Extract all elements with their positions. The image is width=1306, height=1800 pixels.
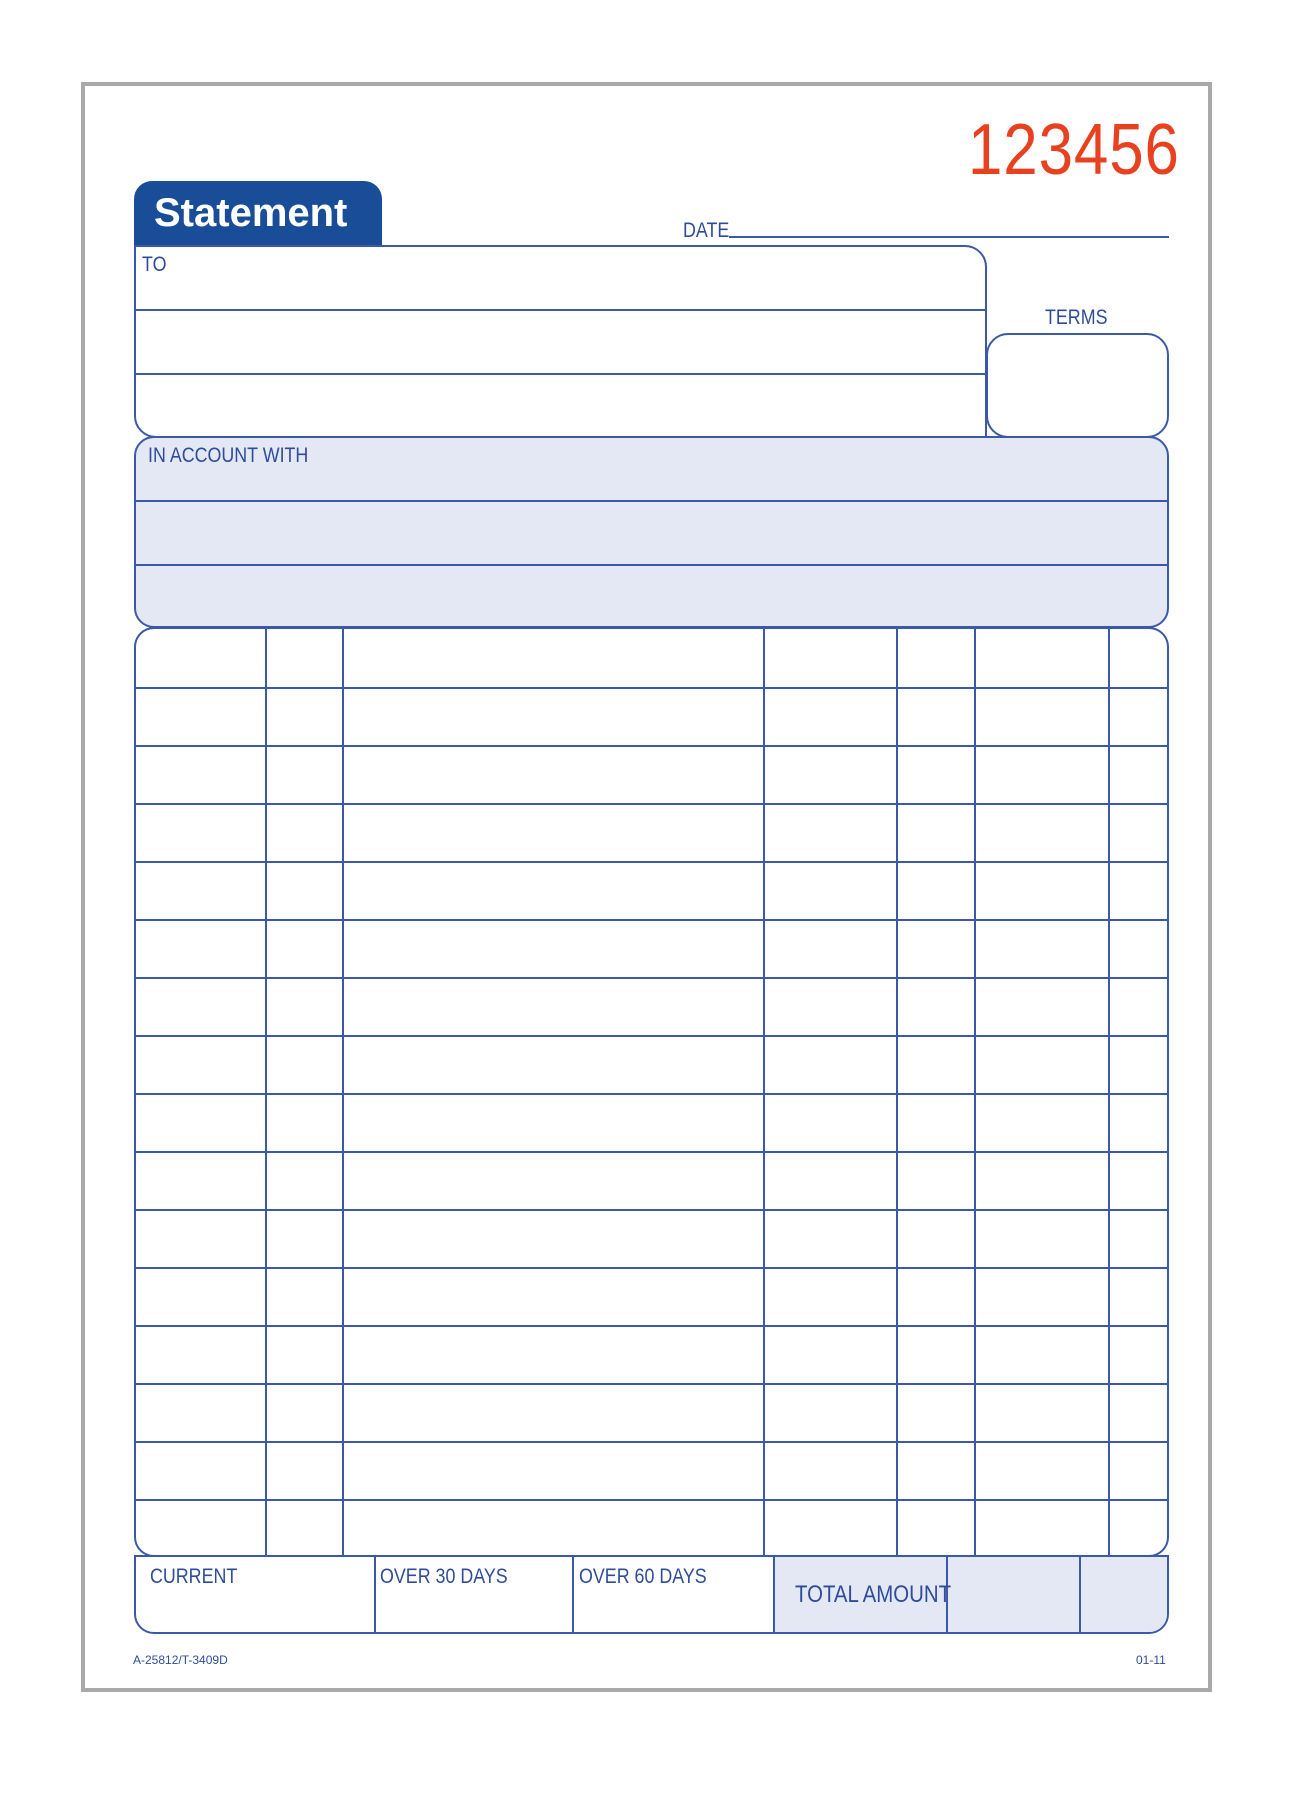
terms-field[interactable] xyxy=(986,333,1169,438)
terms-label: TERMS xyxy=(1045,306,1108,329)
to-label: TO xyxy=(142,253,167,276)
grid-row-line[interactable] xyxy=(136,977,1167,979)
footer-divider xyxy=(773,1557,775,1632)
grid-column-divider xyxy=(974,629,976,1555)
to-line-2[interactable] xyxy=(136,373,985,375)
to-line-1[interactable] xyxy=(136,309,985,311)
grid-column-divider xyxy=(896,629,898,1555)
account-line-2[interactable] xyxy=(136,564,1167,566)
grid-row-line[interactable] xyxy=(136,861,1167,863)
grid-row-line[interactable] xyxy=(136,1209,1167,1211)
revision-code: 01-11 xyxy=(1136,1653,1166,1667)
form-code: A-25812/T-3409D xyxy=(133,1653,228,1667)
footer-divider xyxy=(572,1557,574,1632)
grid-row-line[interactable] xyxy=(136,1383,1167,1385)
grid-row-line[interactable] xyxy=(136,803,1167,805)
account-box xyxy=(134,436,1169,628)
totals-row xyxy=(134,1555,1169,1634)
date-field[interactable] xyxy=(729,236,1169,238)
line-items-grid xyxy=(134,627,1169,1557)
form-title-tab: Statement xyxy=(134,181,382,247)
grid-column-divider xyxy=(1108,629,1110,1555)
account-line-1[interactable] xyxy=(136,500,1167,502)
grid-row-line[interactable] xyxy=(136,687,1167,689)
grid-row-line[interactable] xyxy=(136,1441,1167,1443)
grid-row-line[interactable] xyxy=(136,1093,1167,1095)
footer-divider xyxy=(1079,1557,1081,1632)
grid-row-line[interactable] xyxy=(136,1035,1167,1037)
grid-row-line[interactable] xyxy=(136,1499,1167,1501)
grid-row-line[interactable] xyxy=(136,1267,1167,1269)
account-label: IN ACCOUNT WITH xyxy=(148,444,309,467)
footer-divider xyxy=(374,1557,376,1632)
grid-column-divider xyxy=(342,629,344,1555)
grid-row-line[interactable] xyxy=(136,1325,1167,1327)
serial-number: 123456 xyxy=(968,110,1180,190)
grid-row-line[interactable] xyxy=(136,919,1167,921)
over-60-days-label: OVER 60 DAYS xyxy=(579,1565,707,1588)
to-box xyxy=(134,245,987,438)
grid-row-line[interactable] xyxy=(136,745,1167,747)
grid-column-divider xyxy=(763,629,765,1555)
total-amount-label: TOTAL AMOUNT xyxy=(795,1581,952,1608)
date-label: DATE xyxy=(683,219,730,242)
grid-column-divider xyxy=(265,629,267,1555)
total-amount-value[interactable] xyxy=(948,1557,1169,1632)
current-label: CURRENT xyxy=(150,1565,238,1588)
over-30-days-label: OVER 30 DAYS xyxy=(380,1565,508,1588)
grid-row-line[interactable] xyxy=(136,1151,1167,1153)
